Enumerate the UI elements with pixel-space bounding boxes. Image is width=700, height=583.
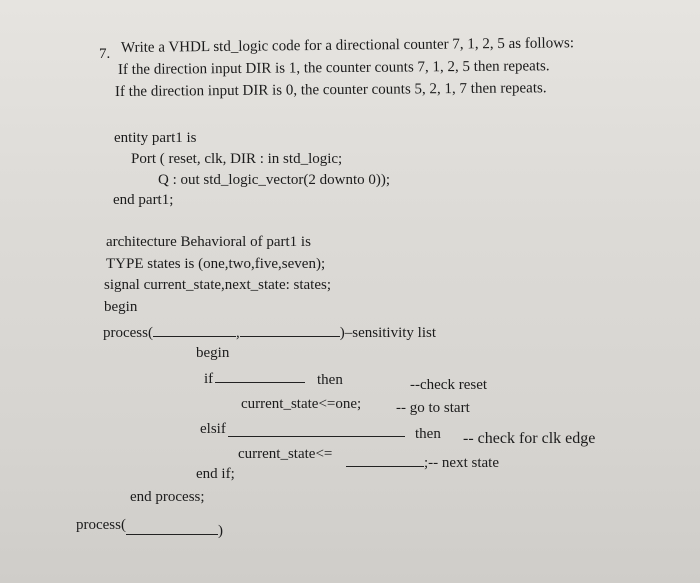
sensitivity-comment: –sensitivity list	[344, 325, 436, 341]
check-clk-comment: -- check for clk edge	[463, 430, 596, 447]
end-process: end process;	[130, 489, 205, 505]
question-line-3: If the direction input DIR is 0, the counter counts 5, 2, 1, 7 then repeats.	[114, 80, 547, 100]
elsif-keyword: elsif	[200, 421, 226, 437]
check-reset-comment: --check reset	[410, 377, 488, 393]
process2-blank[interactable]	[126, 520, 218, 535]
architecture-begin: begin	[104, 299, 138, 315]
process-close: )	[339, 325, 345, 341]
next-state-comment: ;-- next state	[424, 455, 499, 471]
question-number: 7.	[99, 46, 111, 62]
end-if: end if;	[196, 466, 235, 482]
entity-header: entity part1 is	[114, 130, 197, 146]
reset-condition-blank[interactable]	[215, 368, 305, 383]
process2-close: )	[217, 523, 223, 539]
next-state-blank[interactable]	[346, 452, 424, 467]
process-begin: begin	[196, 345, 230, 361]
sensitivity-blank-2[interactable]	[240, 322, 340, 337]
next-state-line	[346, 452, 499, 472]
process-line	[103, 322, 436, 342]
process2-open: process(	[76, 517, 126, 533]
entity-q-line: Q : out std_logic_vector(2 downto 0));	[158, 172, 391, 188]
type-declaration: TYPE states is (one,two,five,seven);	[106, 256, 326, 272]
process-open: process(	[103, 325, 153, 341]
entity-end: end part1;	[113, 192, 174, 208]
question-line-1: Write a VHDL std_logic code for a directional counter 7, 1, 2, 5 as follows:	[120, 35, 575, 56]
clk-edge-blank[interactable]	[228, 422, 405, 437]
sensitivity-blank-1[interactable]	[153, 322, 236, 337]
entity-port-line: Port ( reset, clk, DIR : in std_logic;	[131, 151, 343, 167]
signal-declaration: signal current_state,next_state: states;	[104, 277, 332, 293]
question-line-2: If the direction input DIR is 1, the counter counts 7, 1, 2, 5 then repeats.	[117, 58, 550, 78]
architecture-header: architecture Behavioral of part1 is	[106, 234, 311, 250]
process-comma: ,	[235, 325, 240, 341]
if-line	[204, 368, 305, 388]
current-state-one: current_state<=one;	[241, 396, 362, 412]
then-keyword: then	[317, 372, 343, 388]
if-keyword: if	[204, 371, 214, 387]
elsif-line	[200, 418, 405, 438]
go-to-start-comment: -- go to start	[396, 400, 470, 416]
process2-line	[76, 514, 223, 539]
then-keyword-2: then	[415, 426, 441, 442]
current-state-assign: current_state<=	[238, 446, 333, 462]
